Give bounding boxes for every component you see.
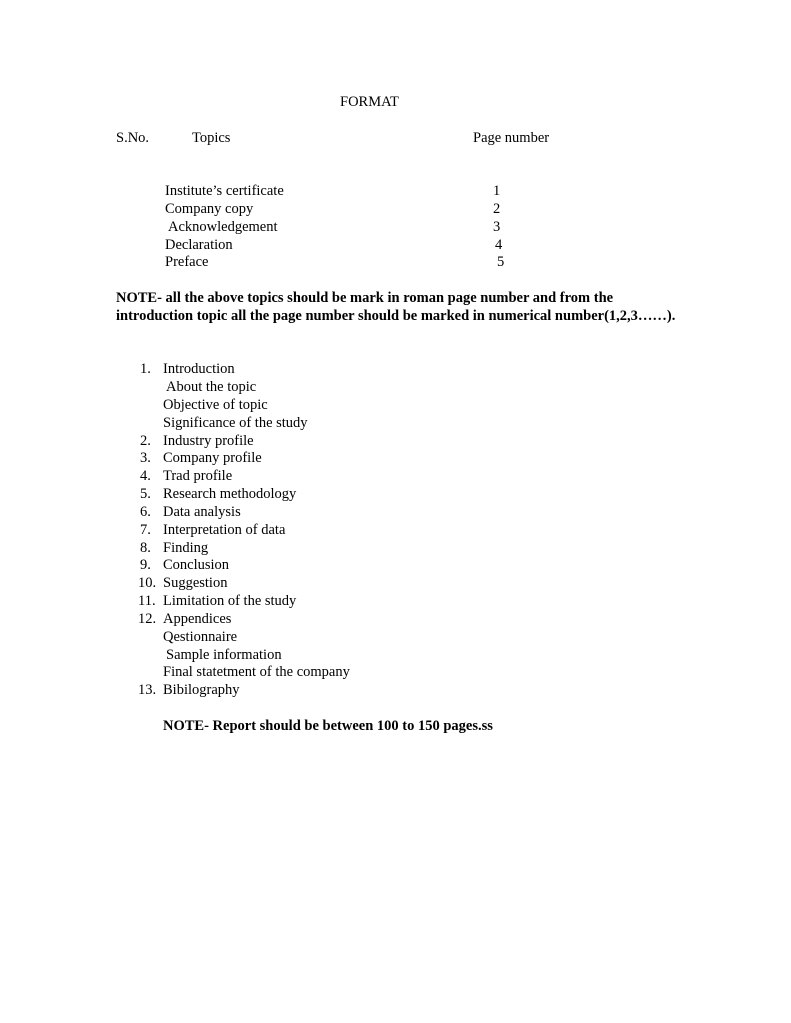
chapter-label: Appendices — [163, 611, 232, 627]
chapter-label: Finding — [163, 540, 209, 556]
chapter-label: Data analysis — [163, 504, 241, 520]
prelim-page-number: 1 — [493, 183, 501, 199]
chapter-label: Industry profile — [163, 433, 254, 449]
chapter-number: 11. — [138, 593, 156, 609]
chapter-number: 6. — [140, 504, 151, 520]
topics-header: Topics — [192, 130, 231, 146]
prelim-topic: Acknowledgement — [168, 219, 278, 235]
sub-topic-label: Sample information — [166, 647, 282, 663]
prelim-page-number: 3 — [493, 219, 501, 235]
chapter-label: Bibilography — [163, 682, 240, 698]
chapter-label: Limitation of the study — [163, 593, 297, 609]
page-number-header: Page number — [473, 130, 550, 146]
chapter-number: 5. — [140, 486, 151, 502]
sno-header: S.No. — [116, 130, 150, 146]
sub-topic-label: About the topic — [166, 379, 257, 395]
sub-topic-label: Significance of the study — [163, 415, 308, 431]
chapter-number: 12. — [138, 611, 157, 627]
chapter-label: Company profile — [163, 450, 262, 466]
sub-topic-label: Final statetment of the company — [163, 664, 350, 680]
page-count-note: NOTE- Report should be between 100 to 150 pages.ss — [163, 718, 493, 734]
prelim-topic: Declaration — [165, 237, 233, 253]
sub-topic-label: Qestionnaire — [163, 629, 238, 645]
prelim-topic: Institute’s certificate — [165, 183, 284, 199]
prelim-page-number: 2 — [493, 201, 501, 217]
chapter-number: 7. — [140, 522, 151, 538]
chapter-number: 10. — [138, 575, 157, 591]
chapter-number: 13. — [138, 682, 157, 698]
prelim-topic: Preface — [165, 254, 209, 270]
chapter-number: 8. — [140, 540, 151, 556]
chapter-label: Interpretation of data — [163, 522, 286, 538]
chapter-number: 9. — [140, 557, 151, 573]
chapter-label: Conclusion — [163, 557, 230, 573]
chapter-label: Trad profile — [163, 468, 233, 484]
sub-topic-label: Objective of topic — [163, 397, 268, 413]
prelim-topic: Company copy — [165, 201, 254, 217]
chapter-number: 3. — [140, 450, 151, 466]
page-title: FORMAT — [340, 94, 399, 110]
prelim-page-number: 5 — [497, 254, 505, 270]
roman-numbering-note: NOTE- all the above topics should be mark in roman page number and from the introduction topic all the page number should be marked in numerical number(1,2,3……). — [116, 290, 676, 324]
chapter-label: Introduction — [163, 361, 235, 377]
chapter-number: 1. — [140, 361, 151, 377]
chapter-number: 2. — [140, 433, 151, 449]
chapter-label: Research methodology — [163, 486, 297, 502]
chapter-number: 4. — [140, 468, 151, 484]
prelim-page-number: 4 — [495, 237, 503, 253]
chapter-label: Suggestion — [163, 575, 228, 591]
